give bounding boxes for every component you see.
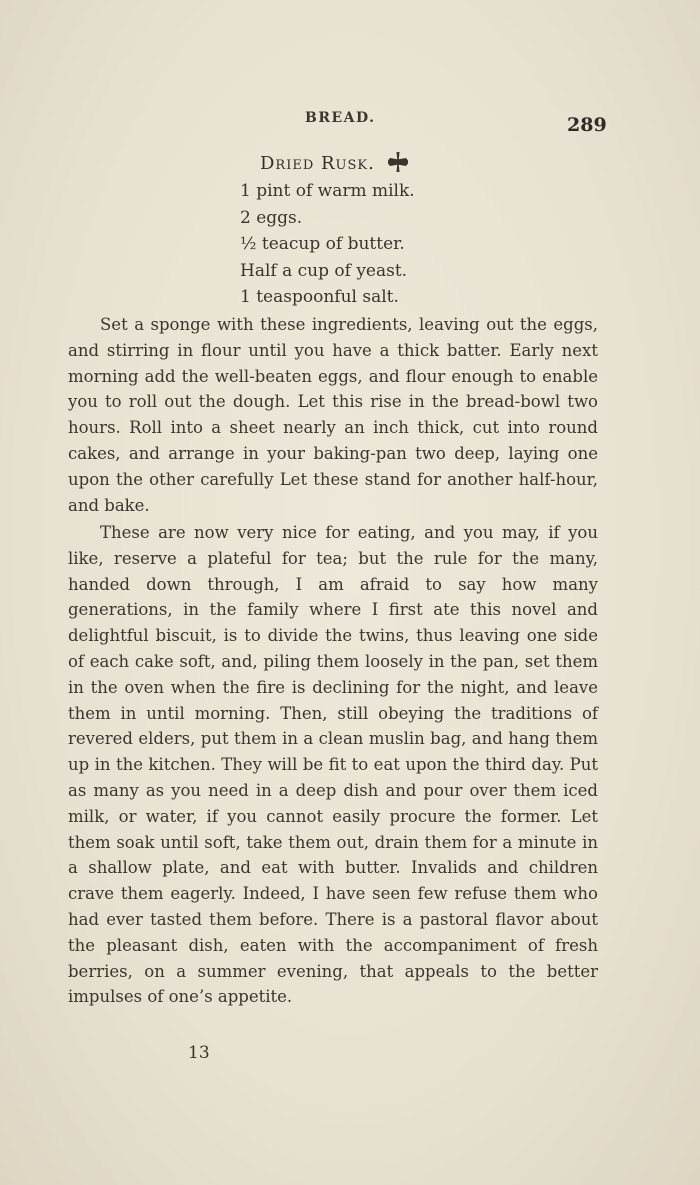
ingredient-item: 1 pint of warm milk.: [240, 181, 415, 201]
recipe-title: [260, 152, 408, 174]
ingredient-list: [240, 178, 415, 311]
ingredient-item: 2 eggs.: [240, 207, 303, 228]
ingredient-item: ½ teacup of butter.: [240, 234, 405, 254]
recipe-title-text: Dried Rusk.: [260, 153, 375, 174]
page-number: 289: [567, 114, 607, 136]
ingredient-item: Half a cup of yeast.: [240, 260, 408, 281]
cross-pattee-icon: [388, 152, 408, 172]
signature-mark: 13: [188, 1043, 210, 1063]
ingredient-item: 1 teaspoonful salt.: [240, 287, 399, 307]
method-paragraph: Set a sponge with these ingredients, leaving out the eggs, and stirring in flour until you have a thick batter. Early next morning add the well-beaten eggs, and flour enough to enable you to roll out the dough. Let this rise in the bread-bowl two hours. Roll into a sheet nearly an inch thick, cut into round cakes, and arrange in your baking-pan two deep, laying one upon the other carefully Let these stand for another half-hour, and bake.: [68, 315, 598, 515]
serving-paragraph: These are now very nice for eating, and you may, if you like, reserve a plateful for tea; but the rule for the many, handed down through, I am afraid to say how many generations, in the family where I first ate this novel and delightful biscuit, is to divide the twins, thus leaving one side of each cake soft, and, piling them loosely in the pan, set them in the oven when the fire is declining for the night, and leave them in until morning. Then, still obeying the traditions of revered elders, put them in a clean muslin bag, and hang them up in the kitchen. They will be fit to eat upon the third day. Put as many as you need in a deep dish and pour over them iced milk, or water, if you cannot easily procure the former. Let them soak until soft, take them out, drain them for a minute in a shallow plate, and eat with butter. Invalids and children crave them eagerly. Indeed, I have seen few refuse them who had ever tasted them before. There is a pastoral flavor about the pleasant dish, eaten with the accompaniment of fresh berries, on a summer evening, that appeals to the better impulses of one’s appetite.: [68, 523, 598, 1007]
running-head: BREAD.: [305, 110, 376, 126]
